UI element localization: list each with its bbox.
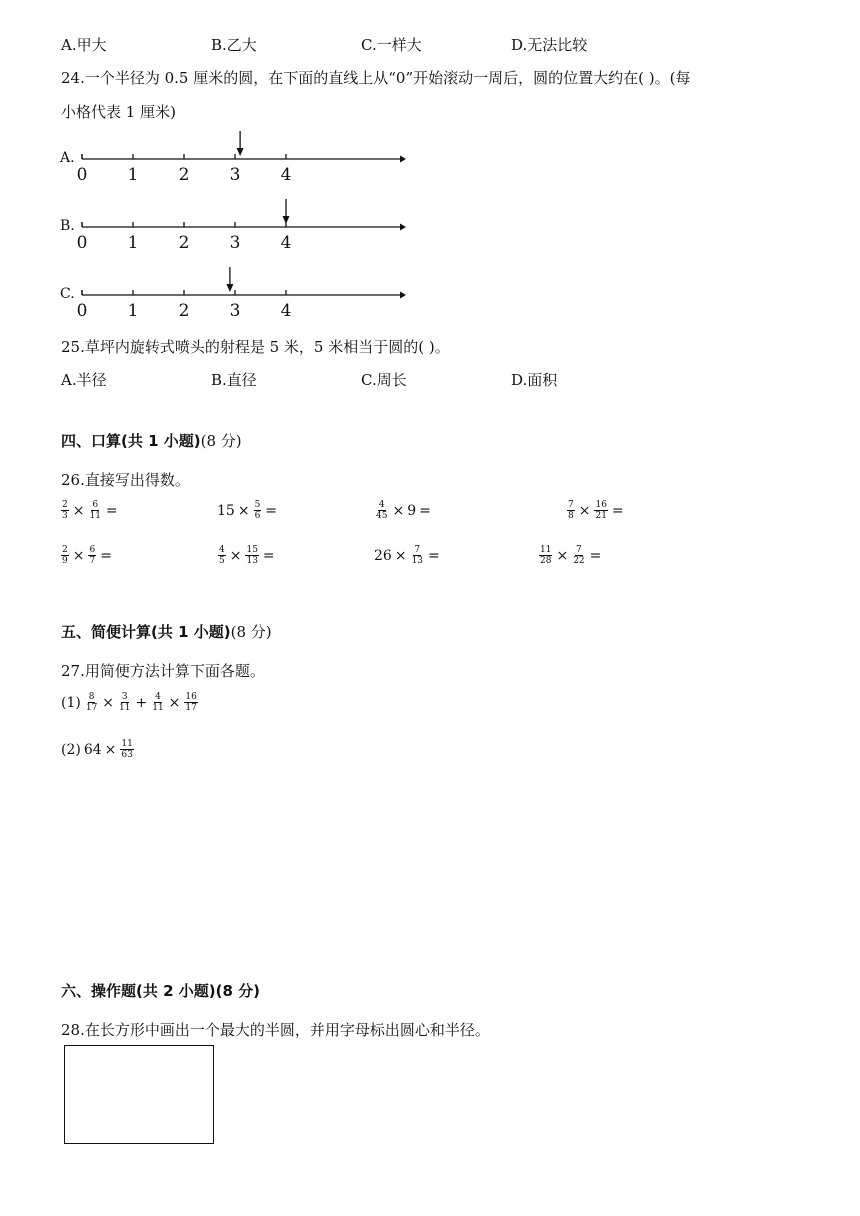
number-line-b-label: B. xyxy=(60,218,75,234)
section-4-title: 四、口算(共 1 小题) xyxy=(61,432,201,450)
fraction: $\frac{4}{45}$ xyxy=(376,500,388,521)
q24-text-line2: 小格代表 1 厘米) xyxy=(61,103,176,121)
fraction: $\frac{2}{9}$ xyxy=(62,545,68,566)
number-line-a-label: A. xyxy=(60,150,75,166)
fraction: $\frac{16}{17}$ xyxy=(185,692,197,713)
q27-part-1: (1) $\frac{8}{17}$ × $\frac{3}{11}$ + $\frac{4}{11}$ × $\frac{16}{17}$ xyxy=(61,692,197,713)
tick-label: 1 xyxy=(127,233,139,253)
fraction: $\frac{2}{3}$ xyxy=(62,500,68,521)
section-5-title: 五、简便计算(共 1 小题) xyxy=(61,623,231,641)
q24-text-line1: 24.一个半径为 0.5 厘米的圆，在下面的直线上从“0”开始滚动一周后，圆的位置大约在( )。(每 xyxy=(61,69,691,87)
fraction: $\frac{6}{7}$ xyxy=(89,545,96,566)
fraction: $\frac{5}{6}$ xyxy=(254,500,261,521)
section-6-score: (8 分) xyxy=(215,982,260,1000)
position-arrow-head xyxy=(237,148,244,156)
fraction: $\frac{7}{13}$ xyxy=(411,545,424,566)
axis-arrowhead xyxy=(400,292,406,299)
tick-label: 1 xyxy=(127,165,139,185)
q25-option-c: C.周长 xyxy=(361,371,407,389)
section-6-title: 六、操作题(共 2 小题) xyxy=(61,982,216,1000)
q25-option-a: A.半径 xyxy=(61,371,107,389)
tick-label: 3 xyxy=(229,301,241,321)
tick-label: 2 xyxy=(178,301,190,321)
section-4-heading xyxy=(61,430,242,451)
fraction: $\frac{11}{28}$ xyxy=(540,545,552,566)
q26-expr-7: 26 × $\frac{7}{13}$ = xyxy=(374,545,440,566)
q23-option-d: D.无法比较 xyxy=(511,36,588,54)
q27-text: 27.用简便方法计算下面各题。 xyxy=(61,662,265,680)
tick-label: 0 xyxy=(76,165,88,185)
fraction: $\frac{11}{63}$ xyxy=(121,739,133,760)
tick-label: 3 xyxy=(229,233,241,253)
q27-part-2: (2) 64 × $\frac{11}{63}$ xyxy=(61,739,133,760)
tick-label: 2 xyxy=(178,233,190,253)
fraction: $\frac{3}{11}$ xyxy=(119,692,131,713)
tick-label: 2 xyxy=(178,165,190,185)
position-arrow-head xyxy=(226,284,233,292)
fraction: $\frac{4}{11}$ xyxy=(152,692,164,713)
q23-option-a: A.甲大 xyxy=(61,36,107,54)
fraction: $\frac{16}{21}$ xyxy=(595,500,607,521)
q26-expr-6: $\frac{4}{5}$ × $\frac{15}{13}$ = xyxy=(219,545,275,566)
tick-label: 4 xyxy=(280,165,292,185)
q25-option-d: D.面积 xyxy=(511,371,558,389)
q26-expr-4: $\frac{7}{8}$ × $\frac{16}{21}$ = xyxy=(568,500,624,521)
tick-label: 3 xyxy=(229,165,241,185)
q25-option-b: B.直径 xyxy=(211,371,257,389)
fraction: $\frac{7}{8}$ xyxy=(568,500,574,521)
q26-expr-1: $\frac{2}{3}$ × $\frac{6}{11}$ = xyxy=(62,500,118,521)
q23-option-b: B.乙大 xyxy=(211,36,257,54)
tick-label: 1 xyxy=(127,301,139,321)
fraction: $\frac{6}{11}$ xyxy=(89,500,101,521)
section-4-score: (8 分) xyxy=(200,432,242,450)
q23-option-c: C.一样大 xyxy=(361,36,422,54)
tick-label: 4 xyxy=(280,233,292,253)
position-arrow-head xyxy=(283,216,290,224)
q26-text: 26.直接写出得数。 xyxy=(61,471,190,489)
fraction: $\frac{7}{22}$ xyxy=(573,545,585,566)
fraction: $\frac{15}{13}$ xyxy=(246,545,258,566)
drawing-rectangle xyxy=(64,1045,214,1144)
number-line-c-label: C. xyxy=(60,286,75,302)
tick-label: 4 xyxy=(280,301,292,321)
q28-text: 28.在长方形中画出一个最大的半圆，并用字母标出圆心和半径。 xyxy=(61,1021,490,1039)
axis-arrowhead xyxy=(400,224,406,231)
tick-label: 0 xyxy=(76,233,88,253)
fraction: $\frac{8}{17}$ xyxy=(85,692,98,713)
q26-expr-5: $\frac{2}{9}$ × $\frac{6}{7}$ = xyxy=(62,545,112,566)
section-6-heading xyxy=(61,980,260,1001)
q25-text: 25.草坪内旋转式喷头的射程是 5 米，5 米相当于圆的( )。 xyxy=(61,338,450,356)
q26-expr-2: 15 × $\frac{5}{6}$ = xyxy=(217,500,278,521)
tick-label: 0 xyxy=(76,301,88,321)
q26-expr-8: $\frac{11}{28}$ × $\frac{7}{22}$ = xyxy=(540,545,602,566)
axis-arrowhead xyxy=(400,156,406,163)
section-5-score: (8 分) xyxy=(230,623,272,641)
fraction: $\frac{4}{5}$ xyxy=(219,545,225,566)
q26-expr-3: $\frac{4}{45}$ × 9 = xyxy=(376,500,431,521)
section-5-heading xyxy=(61,621,272,642)
